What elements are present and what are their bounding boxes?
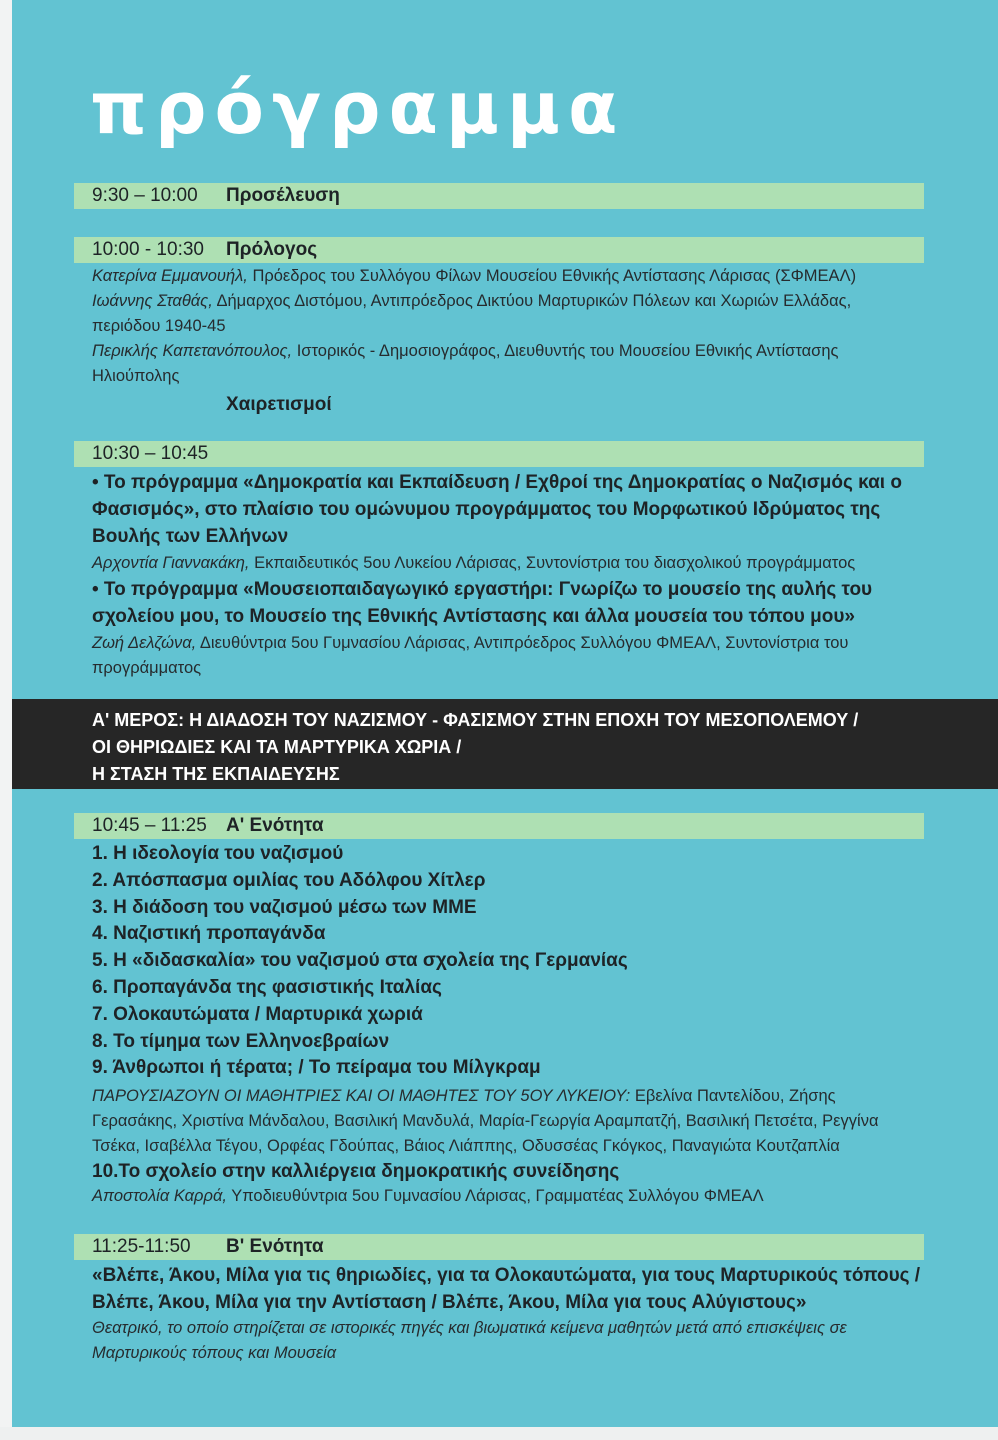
unit-b-title: «Βλέπε, Άκου, Μίλα για τις θηριωδίες, για τα Ολοκαυτώματα, για τους Μαρτυρικούς τόπους / Βλέπε, Άκου, Μίλα για την Αντίσταση / Βλέπε, Άκου, Μίλα για τους Αλύγιστους» (92, 1265, 921, 1313)
slot-heading: Α' Ενότητα (226, 815, 324, 836)
slot-time: 10:00 - 10:30 (92, 239, 204, 260)
program-item-title: • Το πρόγραμμα «Δημοκρατία και Εκπαίδευση / Εχθροί της Δημοκρατίας ο Ναζισμός και ο Φασισμός», στο πλαίσιο του ομώνυμου προγράμματος του Μορφωτικού Ιδρύματος της Βουλής των Ελλήνων (92, 472, 902, 547)
list-item: 3. Η διάδοση του ναζισμού μέσω των ΜΜΕ (92, 896, 477, 918)
unit-b-header (92, 1234, 922, 1260)
speaker-name: Αρχοντία Γιαννακάκη, (92, 554, 250, 572)
slot-heading: Πρόλογος (226, 239, 318, 260)
part-a-banner (12, 699, 998, 789)
speaker-role: Εκπαιδευτικός 5ου Λυκείου Λάρισας, Συντονίστρια του διασχολικού προγράμματος (249, 554, 856, 572)
banner-line: Α' ΜΕΡΟΣ: Η ΔΙΑΔΟΣΗ ΤΟΥ ΝΑΖΙΣΜΟΥ - ΦΑΣΙΣΜΟΥ ΣΤΗΝ ΕΠΟΧΗ ΤΟΥ ΜΕΣΟΠΟΛΕΜΟΥ / (92, 710, 859, 730)
speaker-name: Κατερίνα Εμμανουήλ, (92, 267, 248, 285)
slot-time: 11:25-11:50 (92, 1236, 191, 1257)
page-title: πρόγραμμα (90, 66, 626, 150)
banner-line: Η ΣΤΑΣΗ ΤΗΣ ΕΚΠΑΙΔΕΥΣΗΣ (92, 764, 340, 784)
speaker-role: Δήμαρχος Διστόμου, Αντιπρόεδρος Δικτύου Μαρτυρικών Πόλεων και Χωριών Ελλάδας, περιόδου 1940-45 (92, 292, 852, 335)
speaker-name: Ζωή Δελζώνα, (92, 634, 197, 652)
page-edge (0, 1427, 998, 1440)
slot-arrival (92, 183, 922, 209)
list-item: 8. Το τίμημα των Ελληνοεβραίων (92, 1030, 390, 1052)
presenters (92, 1084, 912, 1159)
slot-time: 9:30 – 10:00 (92, 185, 198, 206)
topic10-speaker (92, 1184, 912, 1209)
banner-line: ΟΙ ΘΗΡΙΩΔΙΕΣ ΚΑΙ ΤΑ ΜΑΡΤΥΡΙΚΑ ΧΩΡΙΑ / (92, 737, 462, 757)
speaker-name: Περικλής Καπετανόπουλος, (92, 342, 293, 360)
program-item-title: • Το πρόγραμμα «Μουσειοπαιδαγωγικό εργαστήρι: Γνωρίζω το μουσείο της αυλής του σχολείου μου, το Μουσείο της Εθνικής Αντίστασης και άλλα μουσεία του τόπου μου» (92, 579, 873, 627)
program-page (12, 0, 998, 1427)
list-item: 6. Προπαγάνδα της φασιστικής Ιταλίας (92, 976, 442, 998)
unit-b-description: Θεατρικό, το οποίο στηρίζεται σε ιστορικές πηγές και βιωματικά κείμενα μαθητών μετά από επισκέψεις σε Μαρτυρικούς τόπους και Μουσεία (92, 1319, 847, 1362)
list-item: 4. Ναζιστική προπαγάνδα (92, 923, 326, 945)
speaker-role: Πρόεδρος του Συλλόγου Φίλων Μουσείου Εθνικής Αντίστασης Λάρισας (ΣΦΜΕΑΛ) (247, 267, 857, 285)
slot-programs (92, 441, 922, 467)
list-item: 10.Το σχολείο στην καλλιέργεια δημοκρατικής συνείδησης (92, 1161, 620, 1182)
greetings: Χαιρετισμοί (226, 394, 332, 415)
speaker (92, 289, 912, 339)
program-item-coordinator (92, 551, 912, 576)
speaker-role: Ιστορικός - Δημοσιογράφος, Διευθυντής του Μουσείου Εθνικής Αντίστασης Ηλιούπολης (92, 342, 839, 385)
speaker-name: Ιωάννης Σταθάς, (92, 292, 213, 310)
list-item: 9. Άνθρωποι ή τέρατα; / Το πείραμα του Μίλγκραμ (92, 1057, 541, 1079)
slot-heading: Προσέλευση (226, 185, 340, 206)
list-item: 5. Η «διδασκαλία» του ναζισμού στα σχολεία της Γερμανίας (92, 950, 628, 972)
slot-prologue (92, 237, 922, 263)
program-item-coordinator (92, 631, 912, 681)
speaker-role: Διευθύντρια 5ου Γυμνασίου Λάρισας, Αντιπρόεδρος Συλλόγου ΦΜΕΑΛ, Συντονίστρια του προγράμματος (92, 634, 849, 677)
speaker (92, 264, 912, 289)
presenters-names: Εβελίνα Παντελίδου, Ζήσης Γερασάκης, Χριστίνα Μάνδαλου, Βασιλική Μανδυλά, Μαρία-Γεωργία Αραμπατζή, Βασιλική Πετσέτα, Ρεγγίνα Τσέκα, Ισαβέλλα Τέγου, Ορφέας Γδούπας, Βάιος Λιάππης, Οδυσσέας Γκόγκος, Παναγιώτα Κουτζαπλία (92, 1087, 879, 1155)
presenters-label: ΠΑΡΟΥΣΙΑΖΟΥΝ ΟΙ ΜΑΘΗΤΡΙΕΣ ΚΑΙ ΟΙ ΜΑΘΗΤΕΣ ΤΟΥ 5ΟΥ ΛΥΚΕΙΟΥ: (92, 1087, 631, 1105)
list-item: 1. Η ιδεολογία του ναζισμού (92, 843, 344, 864)
unit-a-topics (92, 841, 922, 1082)
list-item: 7. Ολοκαυτώματα / Μαρτυρικά χωριά (92, 1003, 423, 1025)
list-item: 2. Απόσπασμα ομιλίας του Αδόλφου Χίτλερ (92, 869, 486, 891)
slot-heading: Β' Ενότητα (226, 1236, 324, 1257)
speaker-name: Αποστολία Καρρά, (92, 1187, 227, 1205)
slot-time: 10:45 – 11:25 (92, 815, 207, 836)
speaker-role: Υποδιευθύντρια 5ου Γυμνασίου Λάρισας, Γραμματέας Συλλόγου ΦΜΕΑΛ (226, 1187, 764, 1205)
slot-time: 10:30 – 10:45 (92, 443, 209, 464)
speaker (92, 339, 912, 389)
speaker-list (92, 264, 912, 389)
unit-a-header (92, 813, 922, 839)
